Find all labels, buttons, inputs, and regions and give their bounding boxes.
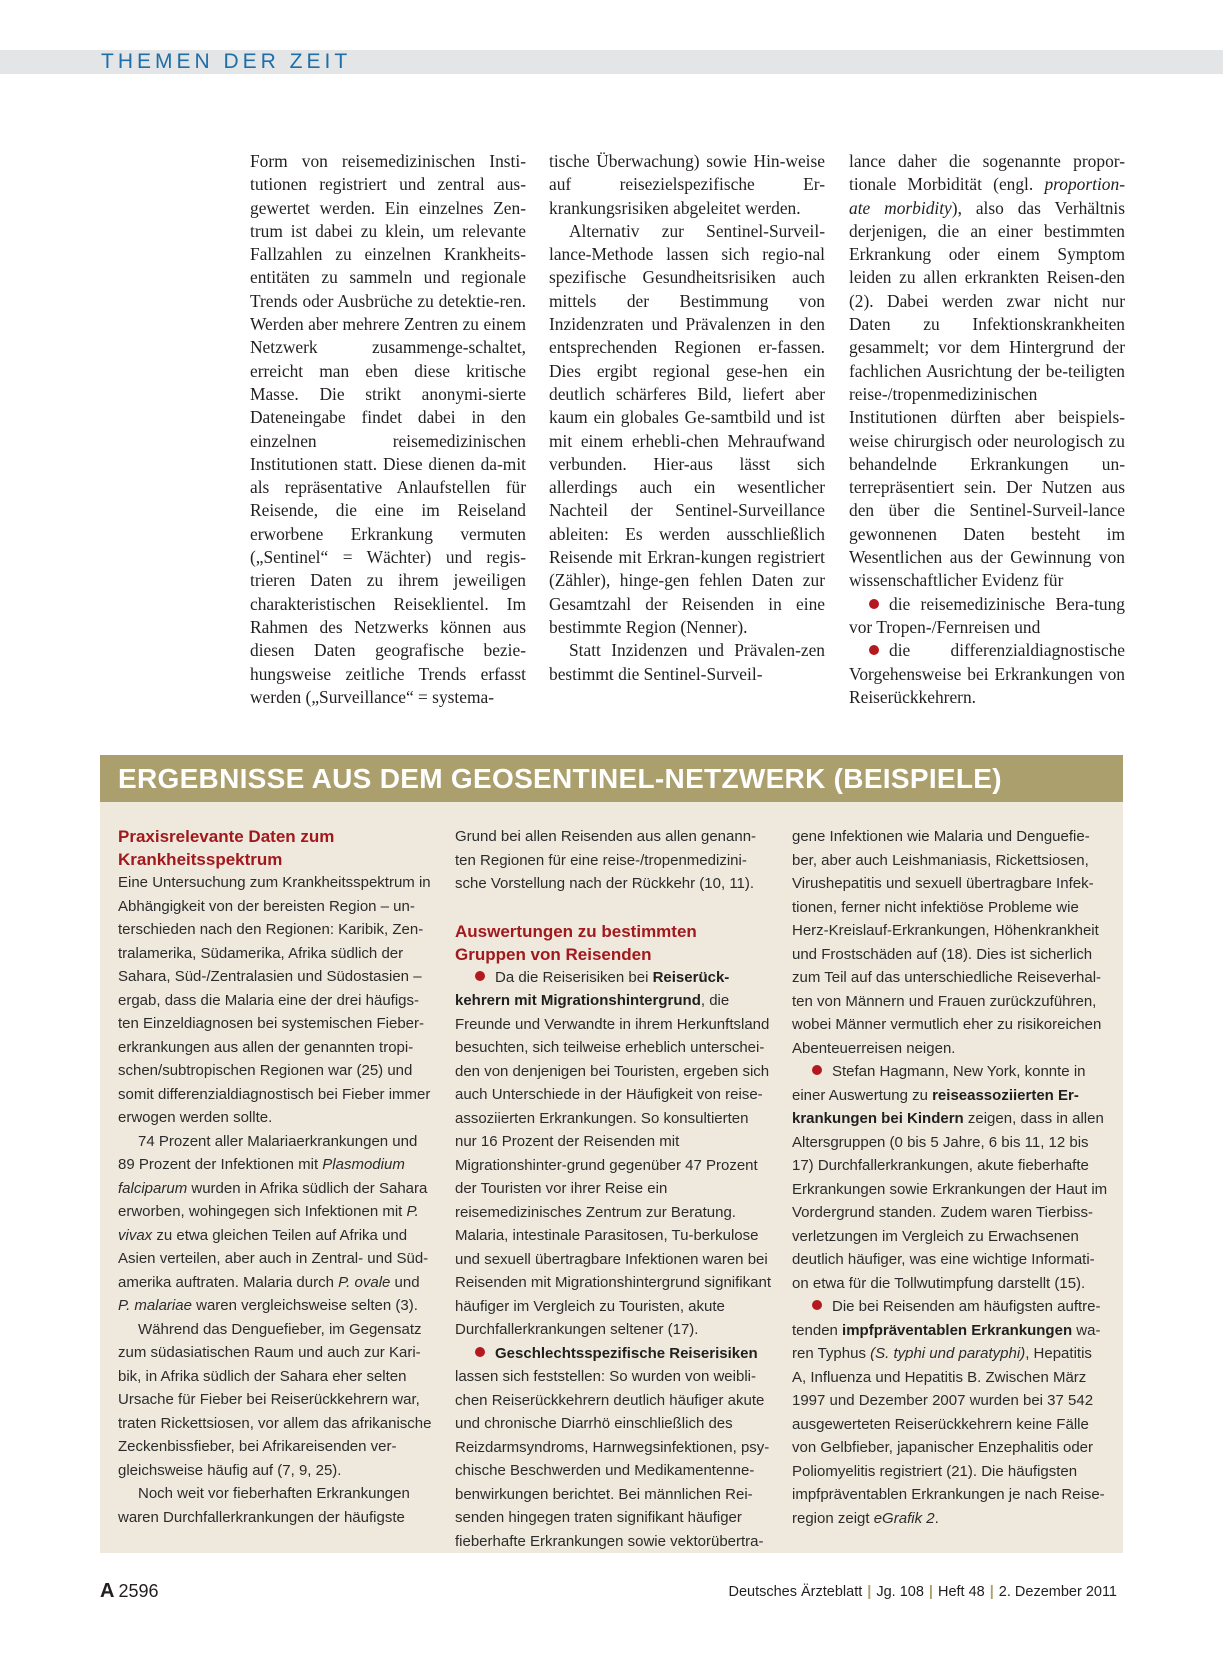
box-bullet-item: Geschlechtsspezifische Reiserisiken lassen sich feststellen: So wurden von weibli-chen Reiserückkehrern deutlich häufiger akute und chronische Diarrhö einschließlich des Reizdarmsyndroms, Harnwegsinfektionen, psy-chische Beschwerden und Medikamentenne-benwirkungen berichtet. Bei männlichen Rei-senden hingegen traten signifikant häufiger fieberhafte Erkrankungen sowie vektorübertra- [455, 1342, 771, 1554]
box-bullet-item: Die bei Reisenden am häufigsten auftre-tenden impfpräventablen Erkrankungen wa-ren Typhus (S. typhi und paratyphi), Hepatitis A, Influenza und Hepatitis B. Zwischen März 1997 und Dezember 2007 wurden bei 37 542 ausgewerteten Reiserückkehrern keine Fälle von Gelbfieber, japanischer Enzephalitis oder Poliomyelitis registriert (21). Die häufigsten impfpräventablen Erkrankungen je nach Reise-region zeigt eGrafik 2. [792, 1295, 1108, 1530]
article-paragraph: Alternativ zur Sentinel-Surveil-lance-Methode lassen sich regio-nal spezifische Gesundheitsrisiken auch mittels der Bestimmung von Inzidenzraten und Prävalenzen in den entsprechenden Regionen er-fassen. Dies ergibt regional gese-hen ein deutlich schärferes Bild, liefert aber kaum ein globales Ge-samtbild und ist mit einem erhebli-chen Mehraufwand verbunden. Hier-aus lässt sich allerdings auch ein wesentlicher Nachteil der Sentinel-Surveillance ableiten: Es werden ausschließlich Reisende mit Erkran-kungen registriert (Zähler), hinge-gen fehlen Daten zur Gesamtzahl der Reisenden in eine bestimmte Region (Nenner). [549, 220, 825, 637]
page-number [100, 1580, 159, 1603]
box-column-2 [455, 825, 771, 1553]
box-subheading: Praxisrelevante Daten zum Krankheitsspektrum [118, 827, 335, 869]
box-bullet-item: Stefan Hagmann, New York, konnte in einer Auswertung zu reiseassoziierten Er-krankungen bei Kindern zeigen, dass in allen Altersgruppen (0 bis 5 Jahre, 6 bis 11, 12 bis 17) Durchfallerkrankungen, akute fieberhafte Erkrankungen sowie Erkrankungen der Haut im Vordergrund standen. Zudem waren Tierbiss-verletzungen im Vergleich zu Erwachsenen deutlich häufiger, was eine wichtige Informati-on etwa für die Tollwutimpfung darstellt (15). [792, 1060, 1108, 1295]
bullet-item: die differenzialdiagnostische Vorgehensweise bei Erkrankungen von Reiserückkehrern. [849, 639, 1125, 709]
box-column-1 [118, 825, 434, 1529]
article-column-3 [849, 150, 1125, 709]
box-paragraph: Grund bei allen Reisenden aus allen genann-ten Regionen für eine reise-/tropenmedizini-sche Vorstellung nach der Rückkehr (10, 11). [455, 828, 757, 892]
article-paragraph: tische Überwachung) sowie Hin-weise auf reisezielspezifische Er-krankungsrisiken abgeleitet werden. [549, 151, 825, 218]
section-label: THEMEN DER ZEIT [101, 50, 352, 73]
page-letter: A [100, 1580, 115, 1602]
article-column-2 [549, 150, 825, 686]
page-number-value: 2596 [118, 1581, 159, 1601]
article-paragraph: Form von reisemedizinischen Insti-tutionen registriert und zentral aus-gewertet werden. Ein einzelnes Zen-trum ist dabei zu klein, um relevante Fallzahlen zu einzelnen Krankheits-entitäten zu sammeln und regionale Trends oder Ausbrüche zu detektie-ren. Werden aber mehrere Zentren zu einem Netzwerk zusammenge-schaltet, erreicht man eben diese kritische Masse. Die strikt anonymi-sierte Dateneingabe findet dabei in den einzelnen reisemedizinischen Institutionen statt. Diese dienen da-mit als repräsentative Anlaufstellen für Reisende, die eine im Reiseland erworbene Erkrankung vermuten („Sentinel“ = Wächter) und regis-trieren Daten zu ihrem jeweiligen charakteristischen Reiseklientel. Im Rahmen des Netzwerks können aus diesen Daten geografische bezie-hungsweise zeitliche Trends erfasst werden („Surveillance“ = systema- [250, 151, 526, 707]
box-paragraph: 74 Prozent aller Malariaerkrankungen und 89 Prozent der Infektionen mit Plasmodium falciparum wurden in Afrika südlich der Sahara erworben, wohingegen sich Infektionen mit P. vivax zu etwa gleichen Teilen auf Afrika und Asien verteilen, aber auch in Zentral- und Süd-amerika auftraten. Malaria durch P. ovale und P. malariae waren vergleichsweise selten (3). [118, 1132, 429, 1314]
journal-issue: Heft 48 [937, 1584, 985, 1600]
footer-citation: Deutsches Ärzteblatt | Jg. 108 | Heft 48 | 2. Dezember 2011 [728, 1584, 1117, 1600]
journal-volume: Jg. 108 [876, 1584, 924, 1600]
box-paragraph: Eine Untersuchung zum Krankheitsspektrum in Abhängigkeit von der bereisten Region – un-terschieden nach den Regionen: Karibik, Zen-tralamerika, Südamerika, Afrika südlich der Sahara, Süd-/Zentralasien und Südostasien – ergab, dass die Malaria eine der drei häufigs-ten Einzeldiagnosen bei systemischen Fieber-erkrankungen aus allen der genannten tropi-schen/subtropischen Regionen war (25) und somit differenzialdiagnostisch bei Fieber immer erwogen werden sollte. [118, 874, 431, 1126]
box-bullet-item: Da die Reiserisiken bei Reiserück-kehrern mit Migrationshintergrund, die Freunde und Verwandte in ihrem Herkunftsland besuchten, sich teilweise erheblich unterschei-den von denjenigen bei Touristen, ergeben sich auch Unterschiede in der Häufigkeit von reise-assoziierten Erkrankungen. So konsultierten nur 16 Prozent der Reisenden mit Migrationshinter-grund gegenüber 47 Prozent der Touristen vor ihrer Reise ein reisemedizinisches Zentrum zur Beratung. Malaria, intestinale Parasitosen, Tu-berkulose und sexuell übertragbare Infektionen waren bei Reisenden mit Migrationshintergrund signifikant häufiger im Vergleich zu Touristen, akute Durchfallerkrankungen seltener (17). [455, 966, 771, 1342]
box-column-3 [792, 825, 1108, 1530]
article-paragraph: Statt Inzidenzen und Prävalen-zen bestimmt die Sentinel-Surveil- [549, 640, 825, 684]
box-paragraph: Während das Denguefieber, im Gegensatz zum südasiatischen Raum und auch zur Kari-bik, in Afrika südlich der Sahara eher selten Ursache für Fieber bei Reiserückkehrern war, traten Rickettsiosen, vor allem das afrikanische Zeckenbissfieber, bei Afrikareisenden ver-gleichsweise häufig auf (7, 9, 25). [118, 1320, 432, 1479]
journal-name: Deutsches Ärzteblatt [728, 1584, 863, 1600]
article-paragraph: lance daher die sogenannte propor-tionale Morbidität (engl. proportion-ate morbidity), also das Verhältnis derjenigen, die an einer bestimmten Erkrankung oder einem Symptom leiden zu allen erkrankten Reisen-den (2). Dabei werden zwar nicht nur Daten zu Infektionskrankheiten gesammelt; vor dem Hintergrund der fachlichen Ausrichtung der be-teiligten reise-/tropenmedizinischen Institutionen dürften aber beispiels-weise chirurgisch oder neurologisch zu behandelnde Erkrankungen un-terrepräsentiert sein. Der Nutzen aus den über die Sentinel-Surveil-lance gewonnenen Daten besteht im Wesentlichen aus der Gewinnung von wissenschaftlicher Evidenz für [849, 151, 1125, 591]
article-column-1 [250, 150, 526, 709]
box-paragraph: gene Infektionen wie Malaria und Denguefie-ber, aber auch Leishmaniasis, Rickettsiosen, Virushepatitis und sexuell übertragbare Infek-tionen, ferner nicht infektiöse Probleme wie Herz-Kreislauf-Erkrankungen, Höhenkrankheit und Frostschäden auf (18). Dies ist sicherlich zum Teil auf das unterschiedliche Reiseverhal-ten von Männern und Frauen zurückzuführen, wobei Männer vermutlich eher zu risikoreichen Abenteuerreisen neigen. [792, 828, 1102, 1057]
box-subheading: Auswertungen zu bestimmten Gruppen von Reisenden [455, 921, 697, 964]
bullet-item: die reisemedizinische Bera-tung vor Tropen-/Fernreisen und [849, 593, 1125, 640]
box-paragraph: Noch weit vor fieberhaften Erkrankungen waren Durchfallerkrankungen der häufigste [118, 1485, 410, 1526]
journal-date: 2. Dezember 2011 [998, 1584, 1117, 1600]
results-box-title: ERGEBNISSE AUS DEM GEOSENTINEL-NETZWERK (BEISPIELE) [100, 755, 1123, 802]
